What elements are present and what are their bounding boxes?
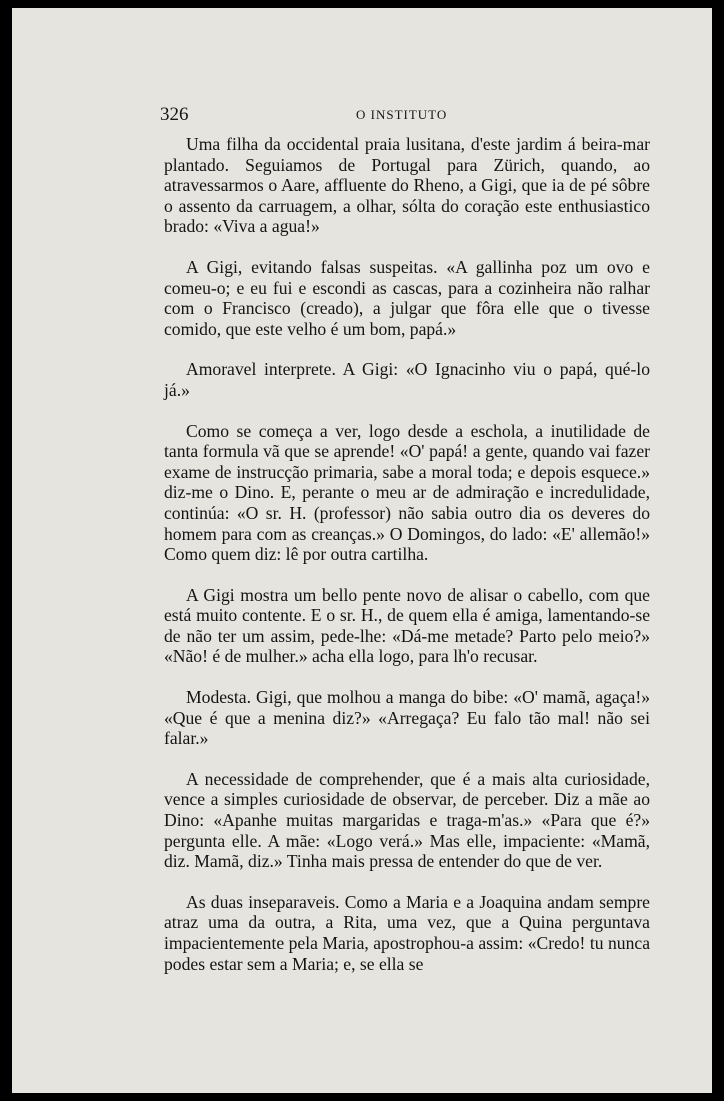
paragraph-4: Como se começa a ver, logo desde a eschola, a inutilidade de tanta formula vã que se aprende! «O' papá! a gente, quando vai fazer exame de instrucção primaria, sabe a moral toda; e depois esquece.» diz-me o Dino. E, perante o meu ar de admiração e incredulidade, continúa: «O sr. H. (professor) não sabia outro dia os deveres do homem para com as creanças.» O Domingos, do lado: «E' allemão!» Como quem diz: lê por outra cartilha. (164, 420, 650, 565)
paragraph-1: Uma filha da occidental praia lusitana, d'este jardim á beira-mar plantado. Seguiamos de Portugal para Zürich, quando, ao atravessarmos o Aare, affluente do Rheno, a Gigi, que ia de pé sôbre o assento da carruagem, a olhar, sólta do coração este enthusiastico brado: «Viva a agua!» (164, 134, 650, 237)
paragraph-6: Modesta. Gigi, que molhou a manga do bibe: «O' mamã, agaça!» «Que é que a menina diz?» «Arregaça? Eu falo tão mal! não sei falar.» (164, 687, 650, 749)
body-text (164, 134, 650, 974)
paragraph-3: Amoravel interprete. A Gigi: «O Ignacinho viu o papá, qué-lo já.» (164, 359, 650, 400)
page-header (160, 104, 680, 130)
paragraph-8: As duas inseparaveis. Como a Maria e a Joaquina andam sempre atraz uma da outra, a Rita, uma vez, que a Quina perguntava impacientemente pela Maria, apostrophou-a assim: «Credo! tu nunca podes estar sem a Maria; e, se ella se (164, 891, 650, 974)
paragraph-5: A Gigi mostra um bello pente novo de alisar o cabello, com que está muito contente. E o sr. H., de quem ella é amiga, lamentando-se de não ter um assim, pede-lhe: «Dá-me metade? Parto pelo meio?» «Não! é de mulher.» acha ella logo, para lh'o recusar. (164, 584, 650, 667)
running-title: O INSTITUTO (356, 107, 448, 122)
paragraph-7: A necessidade de comprehender, que é a mais alta curiosidade, vence a simples curiosidade de observar, de perceber. Diz a mãe ao Dino: «Apanhe muitas margaridas e traga-m'as.» «Para que é?» pergunta elle. A mãe: «Logo verá.» Mas elle, impaciente: «Mamã, diz. Mamã, diz.» Tinha mais pressa de entender do que de ver. (164, 768, 650, 872)
page-number: 326 (160, 104, 189, 125)
book-page (12, 8, 712, 1093)
paragraph-2: A Gigi, evitando falsas suspeitas. «A gallinha poz um ovo e comeu-o; e eu fui e escondi as cascas, para a cozinheira não ralhar com o Francisco (creado), a julgar que fôra elle que o tivesse comido, que este velho é um bom, papá.» (164, 256, 650, 339)
